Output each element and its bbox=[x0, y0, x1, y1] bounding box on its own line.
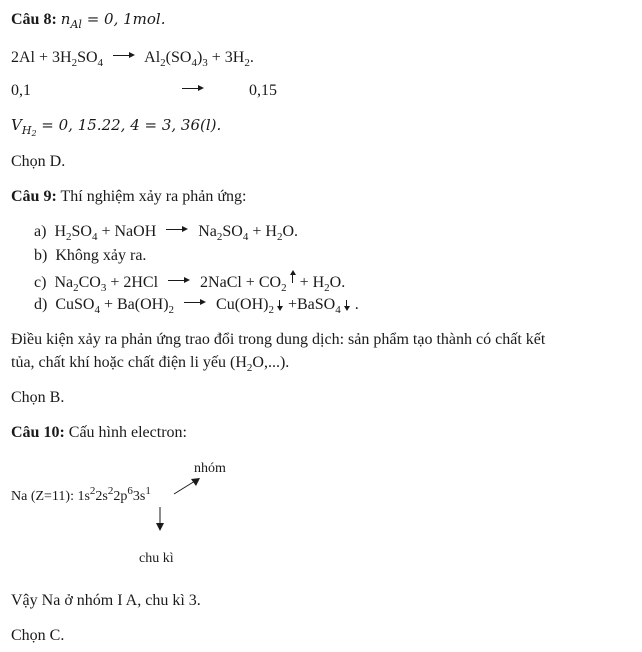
reaction-arrow-icon bbox=[168, 276, 190, 286]
q8-answer: Chọn D. bbox=[11, 153, 66, 170]
q10-label: Câu 10: bbox=[11, 424, 65, 441]
gas-up-arrow-icon bbox=[290, 270, 296, 283]
q9-item-c: c) $Na_2CO_3 + 2HCl$ 2NaCl + $CO_2 + H_2O$. bbox=[34, 270, 345, 293]
q8-ratio-left: 0,1 bbox=[11, 82, 31, 99]
q8-equation: $2Al + 3H_2SO_4$ $Al_2(SO_4)_3 + 3H_2$. bbox=[11, 49, 254, 69]
q9-label: Câu 9: bbox=[11, 188, 57, 205]
q8-ratio-right: 0,15 bbox=[249, 82, 277, 99]
q9-intro: Thí nghiệm xảy ra phản ứng: bbox=[56, 188, 247, 205]
q8-mol-symbol: $n_{Al}$ bbox=[60, 10, 82, 31]
ratio-arrow-icon bbox=[182, 84, 204, 94]
q8-ratio-arrow bbox=[176, 81, 210, 101]
q9-item-b: b) Không xảy ra. bbox=[34, 247, 147, 264]
q8-label: Câu 8: bbox=[11, 11, 57, 28]
q9-condition-line1: Điều kiện xảy ra phản ứng trao đổi trong dung dịch: sản phẩm tạo thành có chất kết bbox=[11, 331, 546, 348]
reaction-arrow-icon bbox=[166, 225, 188, 235]
precipitate-down-arrow-icon bbox=[344, 300, 350, 311]
q10-answer: Chọn C. bbox=[11, 627, 65, 644]
q10-config: Na (Z=11): $1s^22s^22p^63s^1$ bbox=[11, 485, 151, 504]
reaction-arrow-icon bbox=[184, 298, 206, 308]
period-arrow-icon bbox=[154, 506, 166, 532]
q8-volume: $V_{H2} = 0$, 15.22, 4 = 3, 36(l). bbox=[11, 116, 222, 138]
reaction-arrow-icon bbox=[113, 51, 135, 61]
q10-intro: Cấu hình electron: bbox=[64, 424, 187, 441]
q9-condition-line2: tủa, chất khí hoặc chất điện li yếu $(H_2O,...)$. bbox=[11, 354, 290, 374]
q9-item-d: d) CuSO$_4$ + $Ba(OH)_2$ $Cu(OH)_2$ +BaSO$_4$ . bbox=[34, 296, 359, 316]
q10-period-label: chu kì bbox=[139, 551, 174, 566]
q8-header bbox=[11, 9, 165, 30]
q9-item-a: a) $H_2SO_4$ + NaOH $Na_2SO_4 + H_2O$. bbox=[34, 223, 298, 243]
q10-conclusion: Vậy Na ở nhóm I A, chu kì 3. bbox=[11, 592, 201, 609]
group-arrow-icon bbox=[170, 474, 204, 498]
q10-header bbox=[11, 423, 187, 443]
q8-mol-value: = 0, 1mol. bbox=[81, 10, 166, 28]
q10-group-label: nhóm bbox=[194, 461, 226, 476]
precipitate-down-arrow-icon bbox=[277, 300, 283, 311]
q9-answer: Chọn B. bbox=[11, 389, 65, 406]
q9-header bbox=[11, 187, 246, 207]
